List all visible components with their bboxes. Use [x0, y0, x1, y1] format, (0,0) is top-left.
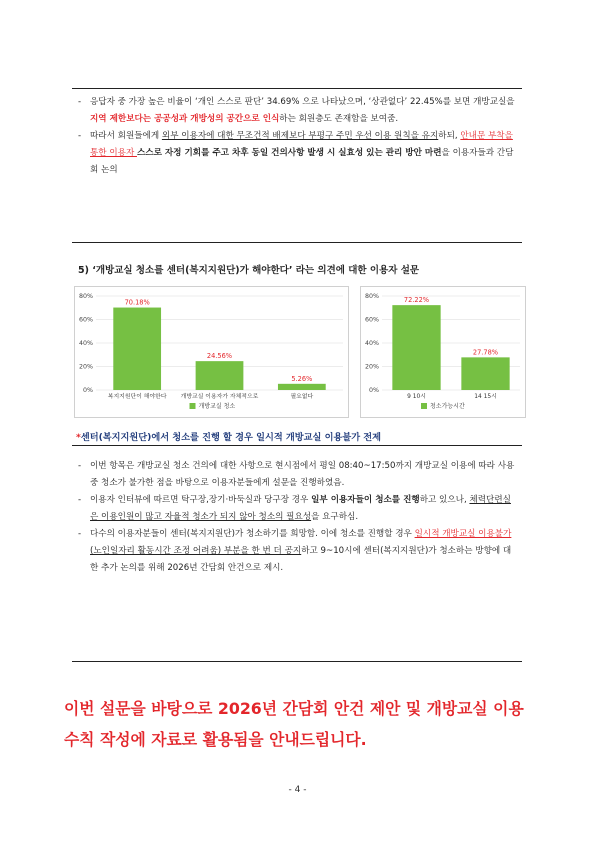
text-run: 응답자 중 가장 높은 비율이 ‘개인 스스로 판단’ 34.69% 으로 나타났으며, ‘상관없다’ 22.45%를 보면 개방교실을 [90, 97, 515, 107]
chart-frame [361, 287, 526, 418]
category-label: 필요없다 [290, 394, 314, 400]
bullet-dash: - [78, 131, 82, 141]
section-divider [72, 661, 522, 662]
bullet-dash: - [78, 529, 82, 539]
y-tick-label: 0% [83, 387, 93, 394]
y-tick-label: 80% [79, 293, 93, 300]
text-run: 하고 9~10시에 센터(복지지원단)가 청소하는 방향에 대한 추가 논의를 위해 2026년 간담회 안건으로 제시. [90, 546, 512, 573]
cleaning-opinion-chart [74, 286, 349, 418]
text-run: 다수의 이용자분들이 센터(복지지원단)가 청소하기를 희망함. 이에 청소를 진행할 경우 [90, 529, 415, 539]
bar [113, 308, 161, 390]
y-tick-label: 60% [365, 316, 379, 324]
data-label: 5.26% [291, 374, 313, 383]
cleaning-precondition-note [76, 429, 526, 443]
section2-bullet-2 [78, 492, 518, 526]
text-run: 을 요구하심. [311, 512, 359, 522]
text-run: 외부 이용자에 대한 무조건적 배제보다 부평구 주민 우선 이용 원칙을 유지 [161, 131, 439, 141]
y-tick-label: 0% [369, 387, 379, 394]
data-label: 24.56% [206, 352, 233, 361]
y-tick-label: 60% [79, 316, 93, 324]
bar [392, 305, 440, 390]
top-rule [72, 88, 522, 89]
page-number: - 4 - [288, 785, 307, 795]
y-tick-label: 20% [365, 363, 379, 371]
legend-swatch [190, 403, 196, 409]
category-label: 14 15시 [474, 394, 497, 400]
section2-bullet-1 [78, 458, 518, 492]
data-label: 70.18% [124, 298, 150, 307]
section5-title: 5) ‘개방교실 청소를 센터(복지지원단)가 해야한다’ 라는 의견에 대한 이용자 설문 [78, 265, 420, 276]
bar [196, 361, 244, 390]
text-run: (노인일자리 활동시간 조정 어려움) 부분을 한 번 더 공지 [90, 546, 302, 556]
bullet-dash: - [78, 461, 82, 471]
bullet-dash: - [78, 97, 82, 107]
text-run: 일시적 개방교실 이용불가 [414, 529, 512, 539]
text-run: 따라서 회원들에게 [90, 131, 162, 141]
text-run: 체력단련실은 이용인원이 많고 자율적 청소가 되지 않아 청소의 필요성 [90, 495, 511, 522]
section1-bullet-1 [78, 94, 518, 128]
section2-bullet-3 [78, 526, 518, 577]
section2-body [78, 458, 518, 577]
y-tick-label: 40% [79, 340, 93, 347]
legend-label: 청소가능시간 [430, 403, 465, 410]
note-star: * [76, 432, 81, 443]
bar [461, 357, 509, 390]
y-tick-label: 40% [365, 340, 379, 347]
section-divider [72, 242, 522, 243]
bar [278, 384, 326, 390]
text-run: 하고 있으나, [419, 495, 470, 505]
text-run: 안내문 부착을 통한 이용자 [90, 131, 513, 158]
text-run: 을 이용자들과 간담회 논의 [90, 148, 514, 175]
text-run: 하는 회원층도 존재함을 보여줌. [279, 114, 399, 124]
text-run: 하되, [438, 131, 461, 141]
text-run: 스스로 자정 기회를 주고 차후 동일 건의사항 발생 시 실효성 있는 관리 방안 마련 [136, 148, 442, 158]
category-label: 개방교실 이용자가 자체적으로 [180, 394, 259, 400]
text-run: 이용자 인터뷰에 따르면 탁구장,장기·바둑실과 당구장 경우 [90, 495, 312, 505]
text-run: 이번 항목은 개방교실 청소 건의에 대한 사항으로 현시점에서 평일 08:40~17:50까지 개방교실 이용에 따라 사용중 청소가 불가한 점을 바탕으로 이용자분들에게 설문을 진행하였음. [90, 461, 515, 488]
legend-swatch [421, 403, 427, 409]
cleaning-time-chart [360, 286, 526, 418]
section1-body [78, 94, 518, 179]
text-run: 일부 이용자들이 청소를 진행 [311, 495, 420, 505]
note-text: 센터(복지지원단)에서 청소를 진행 할 경우 일시적 개방교실 이용불가 전제 [80, 432, 382, 443]
section-divider [72, 445, 522, 446]
section1-bullet-2 [78, 128, 518, 179]
closing-announcement: 이번 설문을 바탕으로 2026년 간담회 안건 제안 및 개방교실 이용 수칙 작성에 자료로 활용됨을 안내드립니다. [64, 699, 524, 749]
text-run: 지역 제한보다는 공공성과 개방성의 공간으로 인식 [90, 114, 280, 124]
data-label: 27.78% [472, 348, 499, 357]
y-tick-label: 80% [365, 293, 379, 300]
bullet-dash: - [78, 495, 82, 505]
data-label: 72.22% [403, 296, 430, 305]
category-label: 9 10시 [407, 394, 426, 400]
y-tick-label: 20% [79, 363, 93, 371]
category-label: 복지지원단이 해야한다 [107, 394, 167, 400]
legend-label: 개방교실 청소 [198, 403, 236, 410]
